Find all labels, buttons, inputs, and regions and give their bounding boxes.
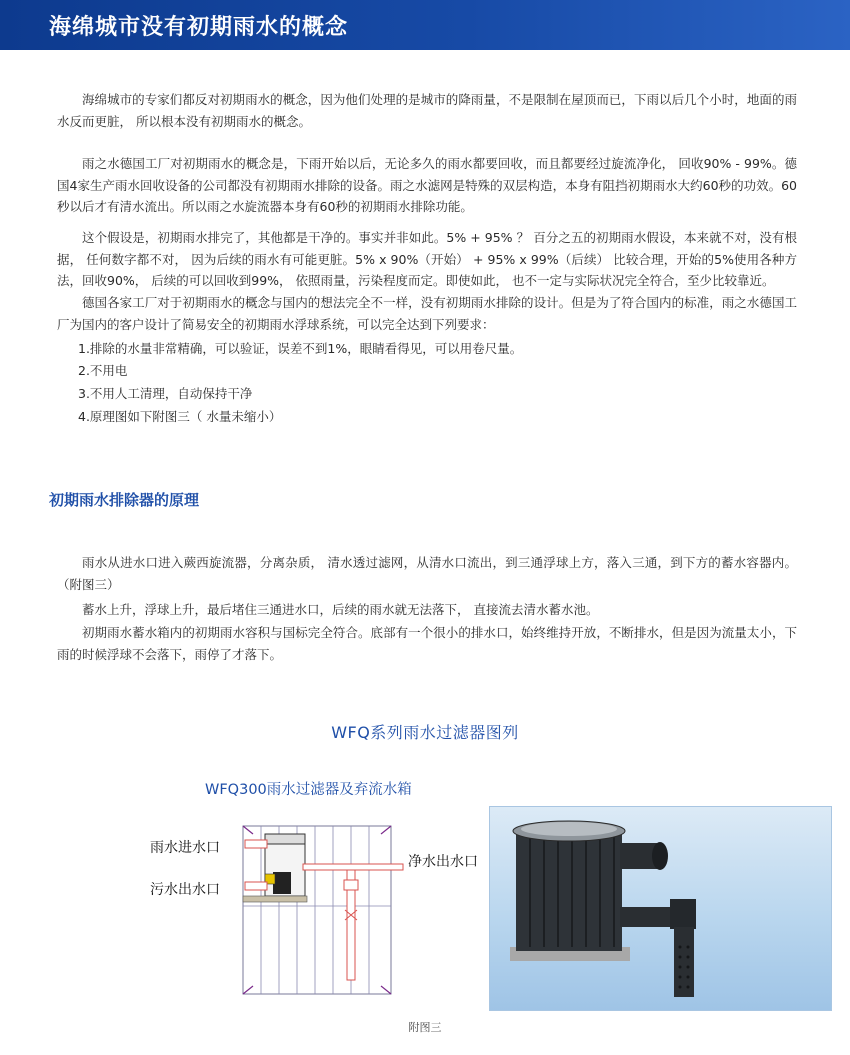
product-tee xyxy=(670,899,696,929)
intro-paragraph-4: 德国各家工厂对于初期雨水的概念与国内的想法完全不一样，没有初期雨水排除的设计。但是为了符合国内的标准，雨之水德国工厂为国内的客户设计了简易安全的初期雨水浮球系统，可以完全达到下列要求： xyxy=(57,295,797,332)
filter-base-block xyxy=(273,872,291,894)
dirty-outlet-pipe xyxy=(245,882,267,890)
product-upper-pipe-end xyxy=(652,842,668,870)
filter-tank-diagram xyxy=(235,820,405,1000)
inlet-pipe xyxy=(245,840,267,848)
label-dirty-outlet: 污水出水口 xyxy=(150,882,220,898)
filter-lid xyxy=(265,834,305,844)
principle-paragraph-1: 雨水从进水口进入蕨西旋流器，分离杂质， 清水透过滤网，从清水口流出，到三通浮球上方，落入三通，到下方的蓄水容器内。（附图三） xyxy=(57,555,797,592)
base-plate xyxy=(243,896,307,902)
figure-caption: 附图三 xyxy=(408,1021,442,1034)
page-title: 海绵城市没有初期雨水的概念 xyxy=(49,15,349,40)
requirement-item-3: 3.不用人工清理，自动保持干净 xyxy=(78,386,253,401)
label-rain-inlet: 雨水进水口 xyxy=(150,840,220,856)
principle-paragraph-3: 初期雨水蓄水箱内的初期雨水容积与国标完全符合。底部有一个很小的排水口，始终维持开放，不断排水，但是因为流量太小，下雨的时候浮球不会落下，雨停了才落下。 xyxy=(57,625,797,662)
intro-paragraph-3: 这个假设是，初期雨水排完了，其他都是干净的。事实并非如此。5% + 95% ？ 百分之五的初期雨水假设，本来就不对，没有根据， 任何数字都不对， 因为后续的雨水有可能更脏。5% x 90%（开始） + 95% x 99%（后续） 比较合理，开始的5%使用各种方法，回收90%， 后续的可以回收到99%， 依照雨量，污染程度而定。即使如此， 也不一定与实际状况完全符合，至少比较靠近。 xyxy=(57,230,797,288)
product-photo xyxy=(489,806,832,1011)
intro-paragraph-2: 雨之水德国工厂对初期雨水的概念是，下雨开始以后，无论多久的雨水都要回收，而且都要经过旋流净化， 回收90% - 99%。德国4家生产雨水回收设备的公司都没有初期雨水排除的设备。雨之水滤网是特殊的双层构造，本身有阻挡初期雨水大约60秒的功效。60秒以后才有清水流出。所以雨之水旋流器本身有60秒的初期雨水排除功能。 xyxy=(57,156,797,214)
requirement-item-2: 2.不用电 xyxy=(78,363,128,378)
clean-outlet-pipe xyxy=(303,864,403,870)
float-ball xyxy=(344,880,358,890)
product-main-body xyxy=(516,833,622,951)
label-clean-outlet: 净水出水口 xyxy=(408,854,478,870)
diagram-title: WFQ300雨水过滤器及弃流水箱 xyxy=(205,782,412,798)
requirement-item-4: 4.原理图如下附图三（ 水量未缩小） xyxy=(78,409,282,424)
filter-product-illustration xyxy=(490,807,831,1010)
title-bar xyxy=(0,0,850,50)
section-heading-principle: 初期雨水排除器的原理 xyxy=(49,491,200,509)
series-title: WFQ系列雨水过滤器图列 xyxy=(331,723,519,742)
product-top-opening xyxy=(521,822,617,836)
requirement-item-1: 1.排除的水量非常精确，可以验证，误差不到1%，眼睛看得见，可以用卷尺量。 xyxy=(78,341,523,356)
product-down-pipe xyxy=(674,927,694,997)
principle-paragraph-2: 蓄水上升，浮球上升，最后堵住三通进水口，后续的雨水就无法落下， 直接流去清水蓄水池。 xyxy=(82,602,599,617)
intro-paragraph-1: 海绵城市的专家们都反对初期雨水的概念，因为他们处理的是城市的降雨量，不是限制在屋顶而已，下雨以后几个小时，地面的雨水反而更脏， 所以根本没有初期雨水的概念。 xyxy=(57,92,797,129)
